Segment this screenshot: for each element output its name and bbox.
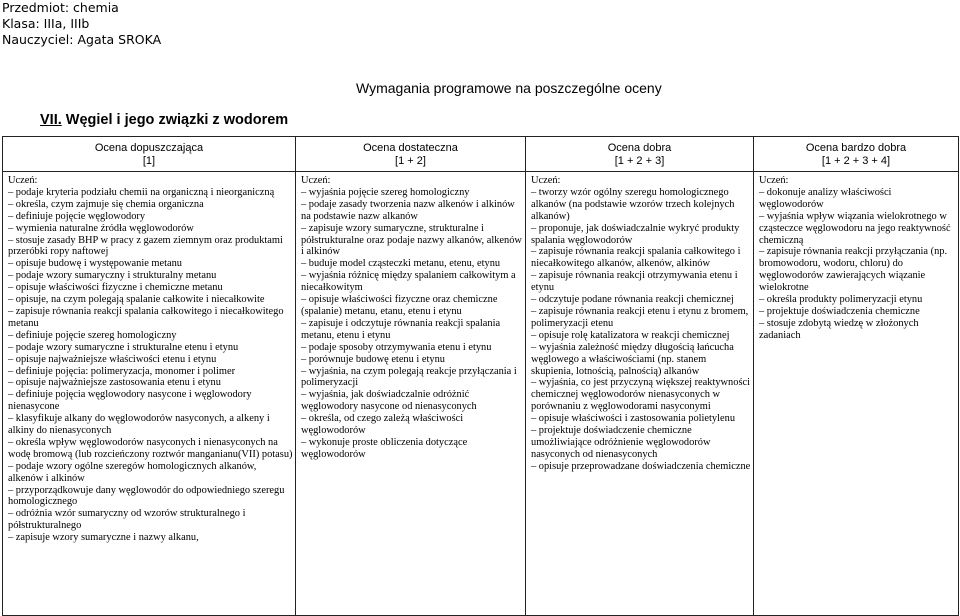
list-item: – projektuje doświadczenia chemiczne xyxy=(759,305,920,317)
list-item: – podaje wzory sumaryczne i strukturalne etenu i etynu xyxy=(8,341,239,353)
list-item: – opisuje rolę katalizatora w reakcji chemicznej xyxy=(531,329,730,341)
list-item: – wyjaśnia wpływ wiązania wielokrotnego w cząsteczce węglowodoru na jego reaktywność chemiczną xyxy=(759,210,951,246)
item-list xyxy=(8,187,293,544)
header-sub: [1] xyxy=(142,155,156,167)
subject-line: Przedmiot: chemia xyxy=(2,0,119,15)
cell-label: Uczeń: xyxy=(759,175,789,186)
list-item: – wyjaśnia pojęcie szereg homologiczny xyxy=(301,186,470,198)
list-item: – wyjaśnia różnicę między spalaniem całkowitym a niecałkowitym xyxy=(301,270,516,294)
list-item: – opisuje przeprowadzane doświadczenia chemiczne xyxy=(531,460,751,472)
list-item: – wyjaśnia zależność między długością łańcucha węglowego a właściwościami (np. stanem skupienia, lotnością, palnością) alkanów xyxy=(531,341,734,377)
list-item: – zapisuje równania reakcji etenu i etynu z bromem, polimeryzacji etenu xyxy=(531,305,749,329)
list-item: – zapisuje wzory sumaryczne i nazwy alkanu, xyxy=(8,532,199,544)
header-grade-4 xyxy=(754,137,959,172)
requirements-table xyxy=(2,136,959,616)
list-item: – zapisuje i odczytuje równania reakcji spalania metanu, etenu i etynu xyxy=(301,317,501,341)
section-heading xyxy=(40,112,288,128)
list-item: – podaje sposoby otrzymywania etenu i etynu xyxy=(301,341,492,353)
header-grade-3 xyxy=(526,137,754,172)
list-item: – definiuje pojęcie szereg homologiczny xyxy=(8,329,177,341)
list-item: – opisuje, na czym polegają spalanie całkowite i niecałkowite xyxy=(8,294,265,306)
list-item: – stosuje zdobytą wiedzę w złożonych zadaniach xyxy=(759,317,919,341)
cell-label: Uczeń: xyxy=(301,175,331,186)
list-item: – odczytuje podane równania reakcji chemicznej xyxy=(531,294,734,306)
list-item: – opisuje najważniejsze zastosowania etenu i etynu xyxy=(8,377,221,389)
classes-line: Klasa: IIIa, IIIb xyxy=(2,16,90,31)
item-list xyxy=(301,187,523,461)
list-item: – opisuje budowę i występowanie metanu xyxy=(8,258,183,270)
cell-grade-3 xyxy=(526,172,754,616)
list-item: – podaje zasady tworzenia nazw alkenów i alkinów na podstawie nazw alkanów xyxy=(301,198,515,222)
list-item: – stosuje zasady BHP w pracy z gazem ziemnym oraz produktami przeróbki ropy naftowej xyxy=(8,234,283,258)
list-item: – podaje wzory ogólne szeregów homologicznych alkanów, alkenów i alkinów xyxy=(8,460,257,484)
list-item: – odróżnia wzór sumaryczny od wzorów strukturalnego i półstrukturalnego xyxy=(8,508,246,532)
list-item: – zapisuje równania reakcji spalania całkowitego i niecałkowitego alkanów, alkenów, alkinów xyxy=(531,246,741,270)
list-item: – określa, od czego zależą właściwości węglowodorów xyxy=(301,413,464,437)
list-item: – opisuje właściwości fizyczne oraz chemiczne (spalanie) metanu, etanu, etenu i etynu xyxy=(301,294,498,317)
header-sub: [1 + 2] xyxy=(395,155,426,167)
list-item: – podaje kryteria podziału chemii na organiczną i nieorganiczną xyxy=(8,186,275,198)
page-title: Wymagania programowe na poszczególne oceny xyxy=(356,80,662,96)
list-item: – projektuje doświadczenie chemiczne umożliwiające odróżnienie węglowodorów nasyconych od nienasyconych xyxy=(531,425,711,460)
table-header-row xyxy=(3,137,959,172)
list-item: – buduje model cząsteczki metanu, etenu, etynu xyxy=(301,258,501,270)
cell-grade-2 xyxy=(296,172,526,616)
section-number: VII. xyxy=(40,112,62,128)
list-item: – zapisuje wzory sumaryczne, strukturalne i półstrukturalne oraz podaje nazwy alkanów, alkenów i alkinów xyxy=(301,222,522,258)
list-item: – opisuje najważniejsze właściwości etenu i etynu xyxy=(8,353,217,365)
teacher-line: Nauczyciel: Agata SROKA xyxy=(2,32,162,47)
item-list xyxy=(531,187,751,473)
header-title: Ocena dobra xyxy=(607,142,672,154)
list-item: – określa, czym zajmuje się chemia organiczna xyxy=(8,198,204,210)
list-item: – definiuje pojęcia węglowodory nasycone i węglowodory nienasycone xyxy=(8,389,252,413)
list-item: – opisuje właściwości fizyczne i chemiczne metanu xyxy=(8,282,223,294)
list-item: – zapisuje równania reakcji spalania całkowitego i niecałkowitego metanu xyxy=(8,305,284,329)
list-item: – dokonuje analizy właściwości węglowodorów xyxy=(759,186,892,210)
list-item: – tworzy wzór ogólny szeregu homologicznego alkanów (na podstawie wzorów trzech kolejnych alkanów) xyxy=(531,186,735,222)
cell-label: Uczeń: xyxy=(8,175,38,186)
list-item: – definiuje pojęcie węglowodory xyxy=(8,210,146,222)
list-item: – zapisuje równania reakcji przyłączania (np. bromowodoru, wodoru, chloru) do węglowodorów zawierających wiązanie wielokrotne xyxy=(759,246,948,294)
list-item: – przyporządkowuje dany węglowodór do odpowiedniego szeregu homologicznego xyxy=(8,484,285,508)
list-item: – określa produkty polimeryzacji etynu xyxy=(759,294,923,306)
list-item: – podaje wzory sumaryczny i strukturalny metanu xyxy=(8,270,217,282)
list-item: – klasyfikuje alkany do węglowodorów nasyconych, a alkeny i alkiny do nienasyconych xyxy=(8,413,270,437)
list-item: – wyjaśnia, co jest przyczyną większej reaktywności chemicznej węglowodorów nienasyconych w porównaniu z węglowodorami nasyconymi xyxy=(531,377,750,413)
list-item: – wykonuje proste obliczenia dotyczące węglowodorów xyxy=(301,436,468,460)
list-item: – wyjaśnia, na czym polegają reakcje przyłączania i polimeryzacji xyxy=(301,365,517,389)
header-sub: [1 + 2 + 3] xyxy=(614,155,665,167)
header-title: Ocena dopuszczająca xyxy=(94,142,204,154)
section-title: Węgiel i jego związki z wodorem xyxy=(61,112,289,128)
header-title: Ocena dostateczna xyxy=(363,142,458,154)
list-item: – proponuje, jak doświadczalnie wykryć produkty spalania węglowodorów xyxy=(531,222,740,246)
list-item: – określa wpływ węglowodorów nasyconych i nienasyconych na wodę bromową (lub rozcieńczony roztwór manganianu(VII) potasu) xyxy=(8,436,293,460)
header-grade-1 xyxy=(3,137,296,172)
list-item: – wymienia naturalne źródła węglowodorów xyxy=(8,222,194,234)
cell-grade-4 xyxy=(754,172,959,616)
table-body-row xyxy=(3,172,959,616)
list-item: – definiuje pojęcia: polimeryzacja, monomer i polimer xyxy=(8,365,236,377)
list-item: – zapisuje równania reakcji otrzymywania etenu i etynu xyxy=(531,270,738,294)
list-item: – wyjaśnia, jak doświadczalnie odróżnić węglowodory nasycone od nienasyconych xyxy=(301,389,477,413)
item-list xyxy=(759,187,956,342)
header-title: Ocena bardzo dobra xyxy=(805,142,907,154)
list-item: – opisuje właściwości i zastosowania polietylenu xyxy=(531,413,736,425)
list-item: – porównuje budowę etenu i etynu xyxy=(301,353,445,365)
cell-grade-1 xyxy=(3,172,296,616)
header-sub: [1 + 2 + 3 + 4] xyxy=(821,155,891,167)
cell-label: Uczeń: xyxy=(531,175,561,186)
header-grade-2 xyxy=(296,137,526,172)
